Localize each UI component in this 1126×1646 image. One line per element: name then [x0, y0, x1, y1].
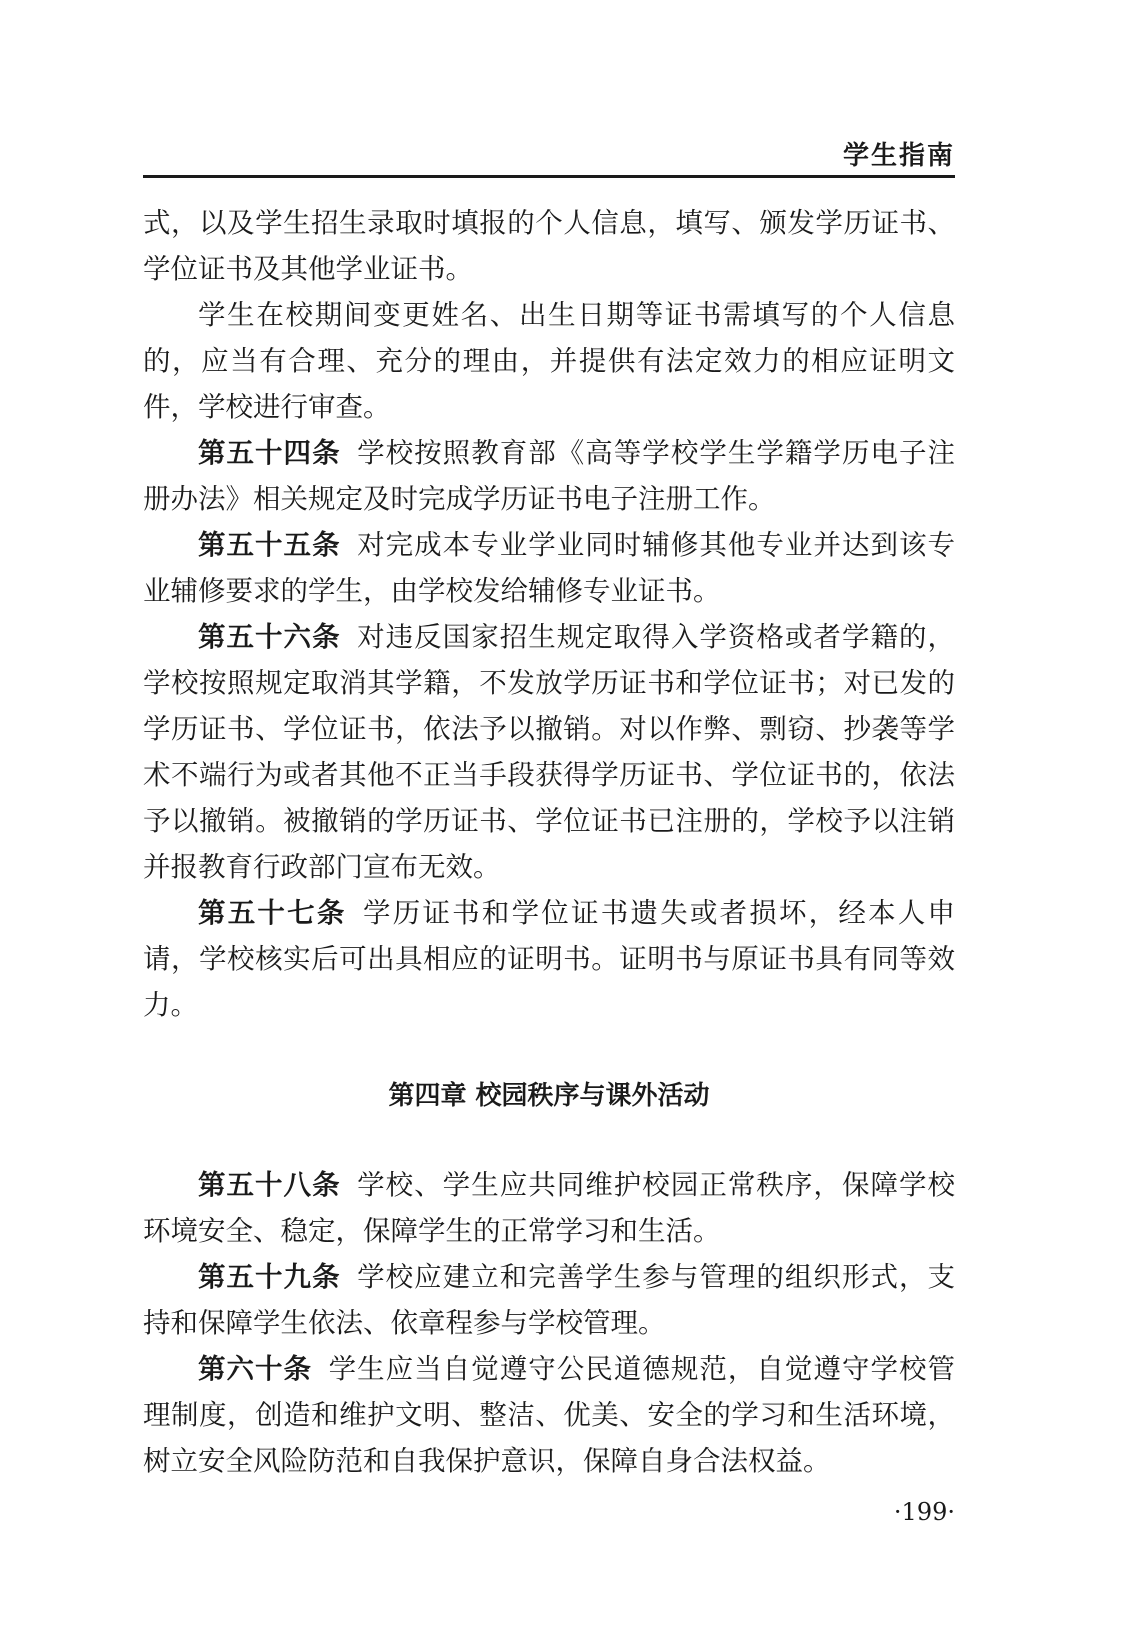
article-number: 第五十七条	[198, 897, 347, 929]
article-number: 第六十条	[198, 1353, 313, 1385]
chapter-heading: 第四章 校园秩序与课外活动	[388, 1081, 710, 1111]
article-number: 第五十九条	[198, 1261, 341, 1293]
article-number: 第五十六条	[198, 621, 341, 653]
paragraph-name-change	[143, 292, 955, 430]
article-number: 第五十八条	[198, 1169, 341, 1201]
section-after-chapter	[143, 1162, 955, 1484]
article-54	[143, 430, 955, 522]
page-number: ·199·	[893, 1498, 955, 1526]
paragraph-continuation	[143, 200, 955, 292]
page-body	[143, 200, 955, 1484]
header-title: 学生指南	[842, 141, 955, 171]
article-text: 学校应建立和完善学生参与管理的组织形式，支持和保障学生依法、依章程参与学校管理。	[143, 1261, 956, 1339]
article-text: 学历证书和学位证书遗失或者损坏，经本人申请，学校核实后可出具相应的证明书。证明书与原证书具有同等效力。	[143, 897, 956, 1021]
article-text: 学生应当自觉遵守公民道德规范，自觉遵守学校管理制度，创造和维护文明、整洁、优美、安全的学习和生活环境，树立安全风险防范和自我保护意识，保障自身合法权益。	[143, 1353, 956, 1477]
running-header	[143, 130, 955, 178]
article-number: 第五十四条	[198, 437, 341, 469]
article-number: 第五十五条	[198, 529, 341, 561]
article-text: 对完成本专业学业同时辅修其他专业并达到该专业辅修要求的学生，由学校发给辅修专业证书。	[143, 529, 956, 607]
article-56	[143, 614, 955, 890]
article-57	[143, 890, 955, 1028]
article-58	[143, 1162, 955, 1254]
article-59	[143, 1254, 955, 1346]
article-text: 对违反国家招生规定取得入学资格或者学籍的，学校按照规定取消其学籍，不发放学历证书和学位证书；对已发的学历证书、学位证书，依法予以撤销。对以作弊、剽窃、抄袭等学术不端行为或者其他不正当手段获得学历证书、学位证书的，依法予以撤销。被撤销的学历证书、学位证书已注册的，学校予以注销并报教育行政部门宣布无效。	[143, 621, 956, 883]
article-text: 学校按照教育部《高等学校学生学籍学历电子注册办法》相关规定及时完成学历证书电子注册工作。	[143, 437, 956, 515]
article-60	[143, 1346, 955, 1484]
paragraph-text: 学生在校期间变更姓名、出生日期等证书需填写的个人信息的，应当有合理、充分的理由，并提供有法定效力的相应证明文件，学校进行审查。	[143, 299, 955, 423]
paragraph-text: 式，以及学生招生录取时填报的个人信息，填写、颁发学历证书、学位证书及其他学业证书。	[143, 207, 955, 285]
section-before-chapter	[143, 200, 955, 1028]
article-55	[143, 522, 955, 614]
article-text: 学校、学生应共同维护校园正常秩序，保障学校环境安全、稳定，保障学生的正常学习和生活。	[143, 1169, 956, 1247]
